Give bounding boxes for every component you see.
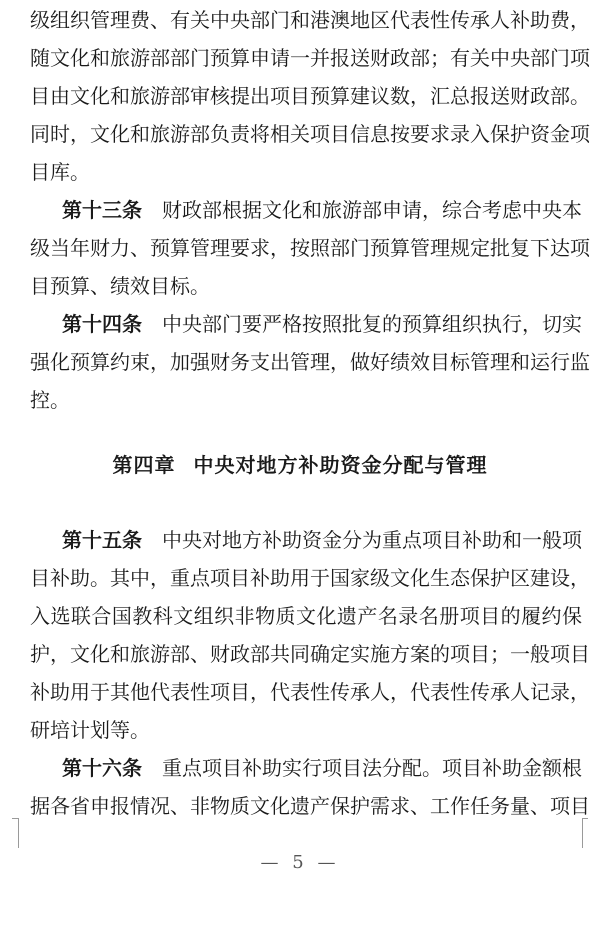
text-line: 目由文化和旅游部审核提出项目预算建议数，汇总报送财政部。 bbox=[30, 84, 590, 108]
chapter-number: 第四章 bbox=[112, 453, 176, 477]
page-number: — 5 — bbox=[260, 852, 340, 873]
text-line: 研培计划等。 bbox=[30, 718, 150, 742]
text-line: 护，文化和旅游部、财政部共同确定实施方案的项目；一般项目 bbox=[30, 642, 590, 666]
text-line: 级当年财力、预算管理要求，按照部门预算管理规定批复下达项 bbox=[30, 236, 590, 260]
article-14-first-line bbox=[62, 312, 582, 336]
text-line: 同时，文化和旅游部负责将相关项目信息按要求录入保护资金项 bbox=[30, 122, 590, 146]
text-line: 目补助。其中，重点项目补助用于国家级文化生态保护区建设， bbox=[30, 566, 590, 590]
article-14-label: 第十四条 bbox=[62, 312, 142, 336]
article-16-first-line bbox=[62, 756, 582, 780]
article-13-label: 第十三条 bbox=[62, 198, 142, 222]
chapter-title: 中央对地方补助资金分配与管理 bbox=[193, 453, 488, 477]
crop-mark-left bbox=[18, 818, 19, 848]
article-13-first-line bbox=[62, 198, 582, 222]
crop-mark-left-h bbox=[12, 818, 18, 819]
text-line: 级组织管理费、有关中央部门和港澳地区代表性传承人补助费， bbox=[30, 8, 590, 32]
article-15-label: 第十五条 bbox=[62, 528, 142, 552]
text-line: 补助用于其他代表性项目，代表性传承人，代表性传承人记录， bbox=[30, 680, 590, 704]
text-line: 目预算、绩效目标。 bbox=[30, 274, 210, 298]
text-line: 入选联合国教科文组织非物质文化遗产名录名册项目的履约保 bbox=[30, 604, 582, 628]
article-15-text: 中央对地方补助资金分为重点项目补助和一般项 bbox=[162, 528, 582, 552]
article-13-text: 财政部根据文化和旅游部申请，综合考虑中央本 bbox=[162, 198, 582, 222]
text-line: 控。 bbox=[30, 388, 70, 412]
article-16-text: 重点项目补助实行项目法分配。项目补助金额根 bbox=[162, 756, 582, 780]
crop-mark-right bbox=[582, 818, 583, 848]
text-line: 强化预算约束，加强财务支出管理，做好绩效目标管理和运行监 bbox=[30, 350, 590, 374]
chapter-heading bbox=[0, 452, 600, 478]
text-line: 随文化和旅游部部门预算申请一并报送财政部；有关中央部门项 bbox=[30, 46, 590, 70]
article-16-label: 第十六条 bbox=[62, 756, 142, 780]
text-line: 据各省申报情况、非物质文化遗产保护需求、工作任务量、项目 bbox=[30, 794, 590, 818]
article-14-text: 中央部门要严格按照批复的预算组织执行，切实 bbox=[162, 312, 582, 336]
crop-mark-right-h bbox=[582, 818, 588, 819]
article-15-first-line bbox=[62, 528, 582, 552]
text-line: 目库。 bbox=[30, 160, 90, 184]
